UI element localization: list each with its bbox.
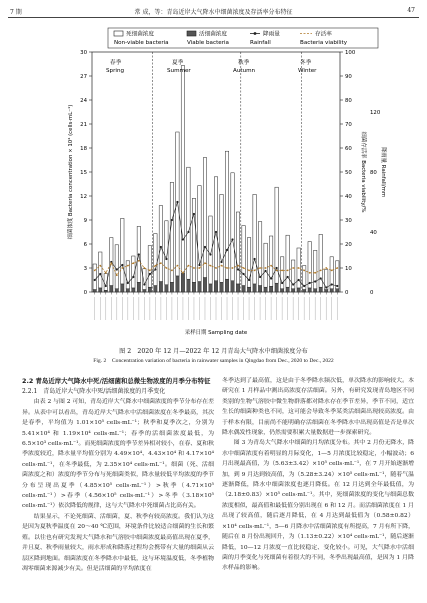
bar-viable	[165, 285, 168, 292]
season-summer-en: Summer	[167, 68, 191, 74]
rainfall-point	[314, 280, 316, 282]
viability-point	[188, 265, 190, 267]
bar-viable	[126, 289, 129, 292]
rainfall-point	[242, 273, 244, 275]
right-paragraph-2: 图 3 为青岛大气降水中细菌的月均浓度分布。其中 2 月份无降水，降水中细菌浓度有着明显的月际变化，1—5 月浓度比较稳定，小幅波动；6 月出现最高值，为（5.63±3.42）×10⁵ cells·mL⁻¹，在 7 月开始逐渐增加，到 9 月达到较高值，为（5.28±3.24）×10⁵ cells·mL⁻¹，随着气温逐渐降低，降水中细菌浓度也逐月降低。在 12 月达到全年最低值，为（2.18±0.83）×10⁵ cells·mL⁻¹。其中，死细菌浓度的变化与细菌总数浓度相似，最高值和最低值分别出现在 6 和 12 月。而活细菌浓度在 1 月出现了较高值，随后逐月降低，在 4 月达到最低值为（0.58±0.82）×10⁴ cells·mL⁻¹，5—6 月降水中活细菌浓度有所提高，7 月有所下降，随后在 8 月份出现回升，为（1.13±0.22）×10⁴ cells·mL⁻¹，随后逐渐降低，10—12 月浓度一直比较稳定、变化较小。可见，大气降水中活细菌的月季变化与死细菌有着很大的不同，冬季出现最高值，是因为 1 月降水样品的影响。	[222, 440, 414, 572]
viability-point	[105, 272, 107, 274]
running-header	[0, 0, 427, 22]
issue-number: 7 期	[10, 9, 22, 16]
bar-viable	[236, 284, 239, 292]
bar-viable	[319, 287, 322, 292]
y2-tick-label: 10	[345, 266, 352, 272]
section-heading: 2.2 青岛近岸大气降水中死/活细菌和总微生物浓度的月季分布特征	[22, 377, 211, 385]
y2-tick-label: 40	[345, 194, 352, 200]
rainfall-point	[220, 261, 222, 263]
bar-viable	[269, 286, 272, 292]
viability-point	[226, 267, 228, 269]
y2-axis-label: 细菌存活率 Bacteria viability/%	[360, 131, 366, 213]
season-spring-en: Spring	[106, 68, 125, 74]
rainfall-point	[325, 286, 327, 288]
bar-non-viable	[308, 242, 311, 288]
rainfall-point	[105, 285, 107, 287]
figure-caption-en: Fig. 2 Concentration variation of bacteria in rainwater samples in Qingdao from Dec., 2020 to Dec., 2022	[93, 358, 334, 364]
viability-point	[298, 267, 300, 269]
subsection-heading: 2.2.1 青岛近岸大气降水中死/活细菌浓度的月季变化	[22, 388, 166, 395]
y-tick-label: 12	[80, 194, 87, 200]
bar-viable	[297, 288, 300, 292]
rainfall-point	[187, 231, 189, 233]
viability-point	[331, 270, 333, 272]
rainfall-point	[248, 279, 250, 281]
bar-non-viable	[203, 158, 206, 278]
figure-caption-cn: 图 2 2020 年 12 月—2022 年 12 月青岛大气降水中细菌浓度分布	[119, 348, 308, 355]
bar-non-viable	[336, 261, 339, 289]
bar-non-viable	[214, 177, 217, 281]
rainfall-point	[116, 268, 118, 270]
figure-2	[0, 22, 427, 352]
viability-point	[314, 272, 316, 274]
viability-point	[127, 265, 129, 267]
bar-non-viable	[242, 226, 245, 286]
season-winter-en: Winter	[298, 68, 317, 74]
viability-point	[309, 272, 311, 274]
y2-tick-label: 30	[345, 218, 352, 224]
viability-point	[320, 270, 322, 272]
page-number: 47	[407, 7, 415, 14]
rainfall-point	[215, 231, 217, 233]
bar-viable	[258, 286, 261, 292]
viability-point	[270, 265, 272, 267]
viability-point	[154, 265, 156, 267]
bar-non-viable	[313, 250, 316, 288]
bar-non-viable	[115, 245, 118, 289]
bar-viable	[203, 278, 206, 292]
viability-point	[132, 262, 134, 264]
rainfall-point	[182, 238, 184, 240]
bar-non-viable	[192, 198, 195, 282]
bar-viable	[253, 284, 256, 292]
bar-viable	[121, 284, 124, 292]
running-title: 常 成，等：青岛近岸大气降水中细菌浓度及存活率分布特征	[134, 9, 293, 16]
viability-point	[232, 267, 234, 269]
rainfall-point	[298, 279, 300, 281]
bar-non-viable	[148, 246, 151, 288]
viability-point	[254, 270, 256, 272]
bar-viable	[176, 276, 179, 292]
left-paragraph-1: 由表 2 与图 2 可知，青岛近岸大气降水中细菌浓度的季节分布存在差异。从表中可以看出，青岛近岸大气降水中活细菌浓度在冬季最高，其次是春季，平均值为 1.01×10⁵ cells·mL⁻¹；秋季和夏季次之，分别为 5.41×10⁴ 和 1.19×10⁴ cells·mL⁻¹；春季的活细菌浓度最低，为 6.5×10³ cells·mL⁻¹。而死细菌浓度的季节差异相对较小，在春、夏和秋季浓度较近，降水量平均值分别为 4.49×10⁴、4.43×10⁴ 和 4.17×10⁴ cells·mL⁻¹，在冬季最低，为 2.35×10⁴ cells·mL⁻¹。细菌（死、活细菌浓度之和）浓度的季节分布与死细菌类似，降水量较低平均浓度的季节分布呈现出夏季（4.85×10⁵ cells·mL⁻¹）>秋季（4.71×10⁵ cells·mL⁻¹）>春季（4.56×10⁵ cells·mL⁻¹）>冬季（3.18×10⁵ cells·mL⁻¹）依次降低的规律，这与大气降水中死细菌占比高有关。	[22, 399, 214, 510]
rainfall-point	[331, 283, 333, 285]
viability-point	[121, 267, 123, 269]
viability-point	[143, 267, 145, 269]
viability-point	[221, 265, 223, 267]
bar-viable	[247, 287, 250, 292]
viability-point	[281, 270, 283, 272]
rainfall-point	[176, 201, 178, 203]
bar-viable	[308, 288, 311, 292]
bar-non-viable	[264, 243, 267, 287]
rainfall-point	[171, 219, 173, 221]
y-tick-label: 24	[80, 98, 87, 104]
bar-viable	[154, 286, 157, 292]
bar-non-viable	[231, 173, 234, 281]
bar-non-viable	[170, 182, 173, 282]
bar-non-viable	[121, 218, 124, 284]
viability-point	[243, 267, 245, 269]
bar-viable	[325, 290, 328, 292]
viability-point	[303, 270, 305, 272]
bar-viable	[93, 290, 96, 292]
rainfall-point	[99, 273, 101, 275]
legend-rainfall-en: Rainfall	[250, 40, 271, 46]
viability-point	[138, 260, 140, 262]
bar-viable	[170, 282, 173, 292]
rainfall-point	[193, 213, 195, 215]
bar-viable	[286, 287, 289, 292]
bar-non-viable	[165, 221, 168, 285]
bar-non-viable	[154, 234, 157, 286]
bar-viable	[225, 279, 228, 292]
viability-point	[116, 274, 118, 276]
viability-point	[237, 265, 239, 267]
viability-point	[171, 270, 173, 272]
legend-swatch-viable	[187, 31, 196, 36]
y-tick-label: 18	[80, 146, 87, 152]
right-axis-viability-ticks	[340, 50, 356, 296]
right-axis-rainfall-ticks	[370, 110, 381, 296]
y-tick-label: 9	[83, 218, 87, 224]
viability-point	[259, 267, 261, 269]
season-autumn-en: Autumn	[233, 68, 256, 74]
bar-viable	[143, 290, 146, 292]
bar-non-viable	[93, 264, 96, 290]
viability-point	[149, 270, 151, 272]
legend-rainfall-marker	[254, 32, 257, 35]
viability-point	[287, 270, 289, 272]
y2-tick-label: 50	[345, 170, 352, 176]
season-spring-cn: 春季	[110, 60, 122, 66]
y2-tick-label: 70	[345, 122, 352, 128]
rainfall-point	[237, 268, 239, 270]
bar-viable	[137, 282, 140, 292]
viability-point	[265, 267, 267, 269]
y3-tick-label: 40	[370, 230, 377, 236]
legend-viable-en: Viable bacteria	[187, 40, 229, 46]
bacteria-concentration-chart	[0, 22, 427, 344]
bar-viable	[214, 281, 217, 292]
rainfall-point	[226, 249, 228, 251]
y2-tick-label: 20	[345, 242, 352, 248]
rainfall-point	[303, 285, 305, 287]
bar-viable	[302, 290, 305, 292]
bar-non-viable	[236, 212, 239, 284]
rainfall-point	[287, 276, 289, 278]
bar-viable	[336, 289, 339, 292]
rainfall-point	[265, 270, 267, 272]
viability-point	[99, 265, 101, 267]
y3-tick-label: 120	[370, 110, 381, 116]
bar-viable	[291, 289, 294, 292]
rainfall-point	[281, 282, 283, 284]
viability-point	[210, 265, 212, 267]
y-tick-label: 0	[83, 290, 87, 296]
viability-point	[336, 267, 338, 269]
bar-viable	[275, 283, 278, 292]
y-axis-label: 细菌浓度 Bacteria concentration × 10⁴ (cells·mL⁻¹)	[68, 104, 74, 240]
rainfall-point	[94, 279, 96, 281]
bar-viable	[104, 290, 107, 292]
viability-point	[292, 267, 294, 269]
right-column	[222, 376, 414, 574]
x-axis-ticks	[95, 292, 337, 320]
legend-viability-cn: 存活率	[315, 31, 332, 38]
bar-viable	[99, 288, 102, 292]
rainfall-point	[154, 268, 156, 270]
legend-non-viable-cn: 死细菌浓度	[126, 31, 154, 38]
left-axis-ticks	[80, 50, 92, 296]
y2-tick-label: 80	[345, 98, 352, 104]
y-tick-label: 21	[80, 122, 87, 128]
bar-non-viable	[286, 235, 289, 287]
viability-point	[110, 262, 112, 264]
bar-viable	[181, 274, 184, 292]
viability-point	[160, 262, 162, 264]
rainfall-point	[138, 253, 140, 255]
bar-viable	[313, 289, 316, 292]
bar-viable	[159, 282, 162, 292]
legend-viable-cn: 活细菌浓度	[199, 31, 227, 38]
legend-viability-en: Bacteria viability	[300, 40, 348, 46]
rainfall-point	[231, 238, 233, 240]
y-tick-label: 27	[80, 74, 87, 80]
rainfall-point	[292, 283, 294, 285]
bar-viable	[330, 289, 333, 292]
bar-viable	[115, 289, 118, 292]
rainfall-point	[276, 267, 278, 269]
bar-viable	[231, 281, 234, 292]
legend-non-viable-en: Non-viable bacteria	[114, 40, 169, 46]
viability-point	[204, 262, 206, 264]
season-autumn-cn: 秋季	[238, 60, 250, 66]
bar-non-viable	[187, 167, 190, 279]
rainfall-point	[270, 277, 272, 279]
bar-non-viable	[181, 66, 184, 274]
viability-point	[166, 267, 168, 269]
bar-viable	[280, 289, 283, 292]
rainfall-point	[132, 276, 134, 278]
rainfall-point	[149, 273, 151, 275]
bar-non-viable	[99, 252, 102, 288]
rainfall-point	[253, 258, 255, 260]
season-summer-cn: 夏季	[172, 60, 184, 66]
y-tick-label: 30	[80, 50, 87, 56]
rainfall-point	[143, 283, 145, 285]
rainfall-point	[259, 276, 261, 278]
y-tick-label: 6	[83, 242, 87, 248]
bar-viable	[192, 282, 195, 292]
y2-tick-label: 60	[345, 146, 352, 152]
y2-tick-label: 90	[345, 74, 352, 80]
viability-point	[193, 267, 195, 269]
bar-viable	[264, 287, 267, 292]
left-paragraph-2: 结果显示，不论死细菌、活细菌，夏、秋季有较高浓度。我们认为这是因为夏秋季温度在 20～40 ℃范围，环境条件比较适合细菌的生长和繁殖。以往也有研究发现大气降水和气溶胶中细菌浓度最高值出现在夏季，并且夏、秋季雨量较大，雨水形成和降落过程均会携带有大量的细菌从云层区降到地面。细菌浓度在冬季降水中最低，这与环境温度低，冬季植物凋零细菌来源减少有关。但是活细菌的平均浓度在	[22, 513, 214, 572]
x-axis-label: 采样日期 Sampling date	[184, 330, 248, 336]
bar-viable	[209, 284, 212, 292]
viability-point	[325, 267, 327, 269]
bar-non-viable	[225, 151, 228, 279]
viability-point	[215, 267, 217, 269]
bar-viable	[198, 282, 201, 292]
viability-point	[182, 272, 184, 274]
header-rule	[8, 17, 419, 18]
viability-point	[94, 270, 96, 272]
rainfall-point	[165, 258, 167, 260]
y3-tick-label: 80	[370, 170, 377, 176]
bar-viable	[110, 286, 113, 292]
rainfall-point	[160, 246, 162, 248]
y-tick-label: 3	[83, 266, 87, 272]
rainfall-point	[127, 282, 129, 284]
y-tick-label: 15	[80, 170, 87, 176]
viability-point	[199, 267, 201, 269]
bar-viable	[148, 287, 151, 292]
bar-viable	[132, 288, 135, 292]
rainfall-point	[121, 264, 123, 266]
rainfall-point	[320, 277, 322, 279]
viability-point	[177, 265, 179, 267]
rainfall-point	[309, 282, 311, 284]
rainfall-point	[209, 253, 211, 255]
viability-point	[276, 270, 278, 272]
rainfall-point	[198, 264, 200, 266]
viability-point	[248, 270, 250, 272]
bar-viable	[220, 282, 223, 292]
bar-viable	[187, 279, 190, 292]
bar-series	[93, 66, 339, 292]
y2-tick-label: 0	[345, 290, 349, 296]
bar-non-viable	[220, 194, 223, 282]
y3-axis-label: 降雨量 Rainfall/mm	[380, 146, 386, 198]
rainfall-point	[204, 246, 206, 248]
bar-non-viable	[159, 206, 162, 282]
bar-viable	[242, 286, 245, 292]
right-paragraph-1: 冬季达到了最高值，这是由于冬季降水频次低，单次降水的影响较大。本研究在 1 月样品中测出高浓度存活细菌。另外，有研究发现青岛地区不同类别的生物气溶胶中微生物群落都对降水存在季节差异，季节不同，适宜生长的细菌种类也不同，这可能会导致冬季某类活细菌出现较高浓度。由于样本有限，目前尚不能明确存活细菌在冬季降水中出现高值是否是单次降水偶发性现象，仍然需要积累大量数据进一步探索研究。	[222, 378, 414, 437]
left-column	[22, 376, 214, 574]
rainfall-point	[336, 285, 338, 287]
y2-tick-label: 100	[345, 50, 356, 56]
season-winter-cn: 冬季	[300, 60, 312, 66]
legend-rainfall-cn: 降雨量	[263, 31, 280, 38]
y3-tick-label: 0	[370, 290, 374, 296]
legend-swatch-non-viable	[114, 31, 123, 36]
